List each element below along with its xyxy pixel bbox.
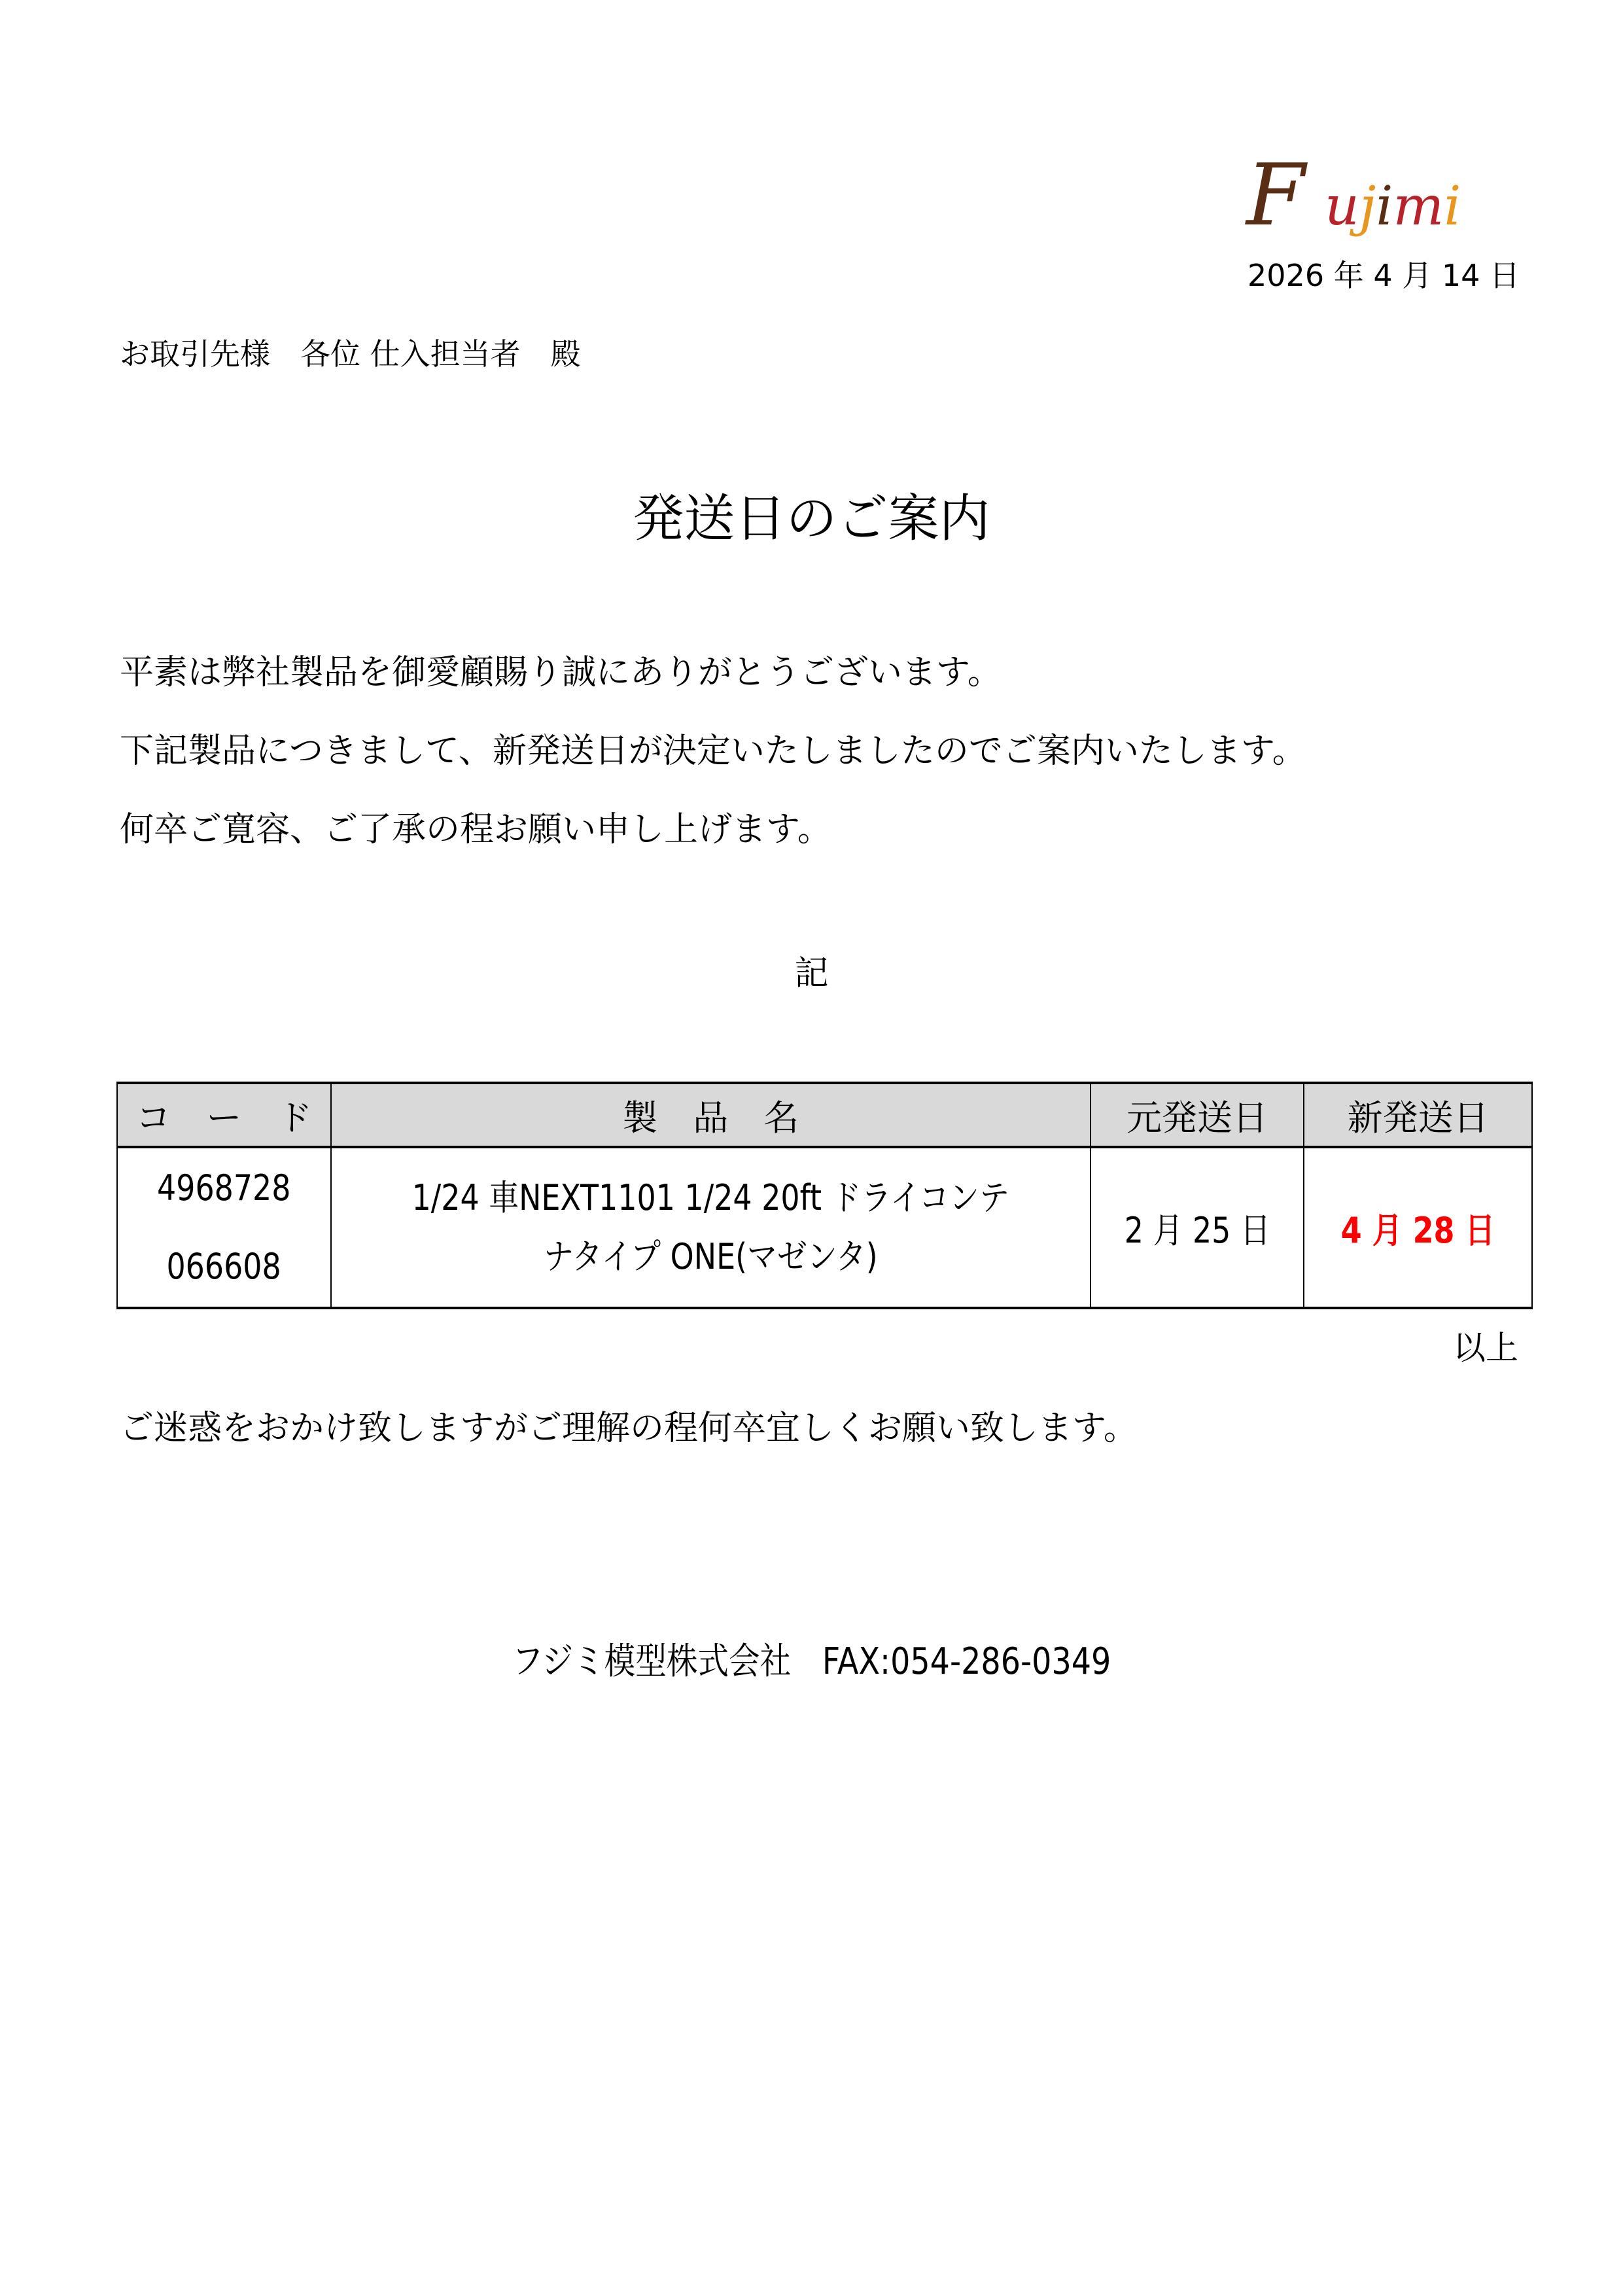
svg-text:F: F (1246, 147, 1306, 245)
code-line: 4968728 (157, 1167, 291, 1209)
shipping-table (116, 1082, 1533, 1309)
svg-text:ujimi: ujimi (1325, 175, 1461, 238)
ijo-end-mark: 以上 (1453, 1329, 1518, 1367)
table-header-row (117, 1083, 1532, 1147)
new-date-text: 4 月 28 日 (1340, 1209, 1495, 1251)
paragraph: 平素は弊社製品を御愛顧賜り誠にありがとうございます。 (120, 653, 1002, 692)
addressee: お取引先様 各位 仕入担当者 殿 (120, 336, 581, 372)
header-code: コ ー ド (117, 1083, 331, 1147)
paragraph: 下記製品につきまして、新発送日が決定いたしましたのでご案内いたします。 (120, 732, 1306, 771)
issue-date: 2026 年 4 月 14 日 (1248, 258, 1520, 293)
product-line: 1/24 車NEXT1101 1/24 20ft ドライコンテ (411, 1177, 1009, 1218)
ki-heading: 記 (794, 954, 829, 993)
header-product: 製 品 名 (331, 1083, 1091, 1147)
code-line: 066608 (166, 1246, 282, 1287)
product-line: ナタイプ ONE(マゼンタ) (543, 1236, 878, 1277)
product-name (331, 1147, 1091, 1308)
product-code (117, 1147, 331, 1308)
closing-text: ご迷惑をおかけ致しますがご理解の程何卒宜しくお願い致します。 (120, 1409, 1138, 1448)
paragraph: 何卒ご寛容、ご了承の程お願い申し上げます。 (120, 810, 831, 849)
old-date-text: 2 月 25 日 (1124, 1209, 1270, 1251)
old-ship-date (1091, 1147, 1304, 1308)
new-ship-date (1304, 1147, 1532, 1308)
company-footer (0, 1633, 1623, 1685)
footer-text: フジミ模型株式会社 FAX:054-286-0349 (512, 1640, 1111, 1683)
page-title: 発送日のご案内 (633, 489, 990, 548)
table-row (117, 1147, 1532, 1308)
header-new-date: 新発送日 (1304, 1083, 1532, 1147)
header-old-date: 元発送日 (1091, 1083, 1304, 1147)
fujimi-logo (1243, 147, 1511, 245)
